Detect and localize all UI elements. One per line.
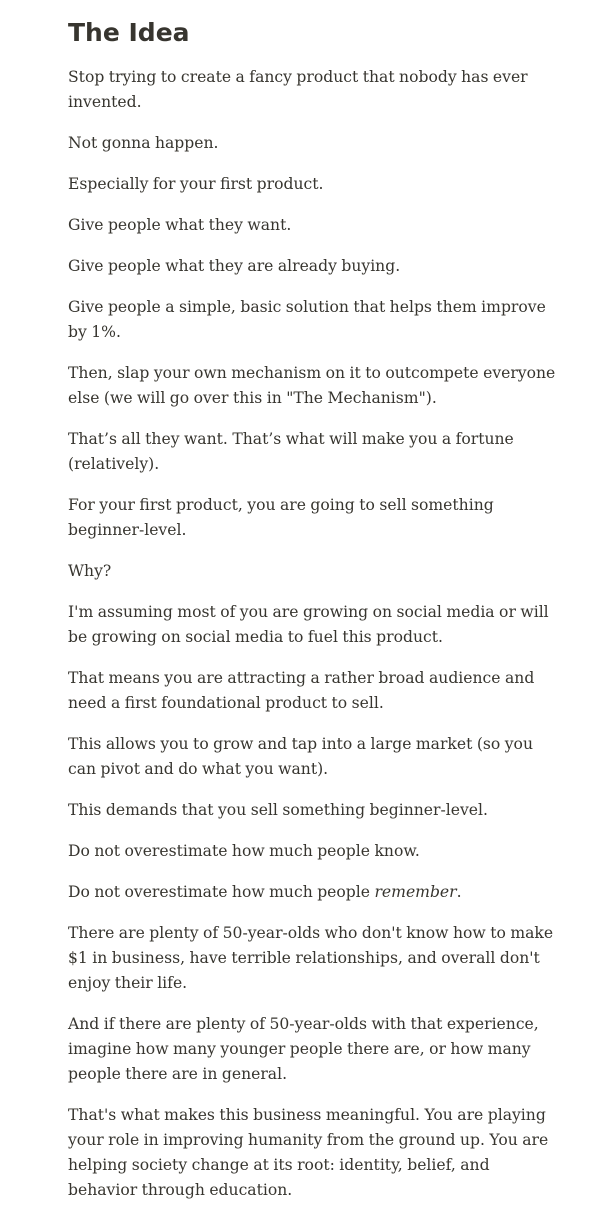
page-title: The Idea <box>68 18 190 47</box>
paragraph: That's what makes this business meaningful. You are playing your role in improving humanity from the ground up. You are helping society change at its root: identity, belief, and behavior through education. <box>68 1106 549 1199</box>
paragraph: Stop trying to create a fancy product that nobody has ever invented. <box>68 68 528 111</box>
paragraph: For your first product, you are going to sell something beginner-level. <box>68 496 494 539</box>
paragraph: This demands that you sell something beginner-level. <box>68 801 488 819</box>
paragraph-text: . <box>456 883 462 901</box>
paragraph: And if there are plenty of 50-year-olds with that experience, imagine how many younger people there are, or how many people there are in general. <box>68 1015 539 1083</box>
paragraph: Give people what they want. <box>68 216 292 234</box>
paragraph-text: Do not overestimate how much people <box>68 883 375 901</box>
paragraph: There are plenty of 50-year-olds who don't know how to make $1 in business, have terrible relationships, and overall don't enjoy their life. <box>68 924 554 992</box>
paragraph-with-emphasis <box>68 880 560 905</box>
paragraph: Give people a simple, basic solution that helps them improve by 1%. <box>68 298 546 341</box>
paragraph: Then, slap your own mechanism on it to outcompete everyone else (we will go over this in "The Mechanism"). <box>68 364 556 407</box>
paragraph: That means you are attracting a rather broad audience and need a first foundational product to sell. <box>68 669 535 712</box>
paragraph: Do not overestimate how much people know. <box>68 842 420 860</box>
paragraph: That’s all they want. That’s what will make you a fortune (relatively). <box>68 430 514 473</box>
paragraph: Not gonna happen. <box>68 134 219 152</box>
paragraph: Especially for your first product. <box>68 175 324 193</box>
paragraph: Why? <box>68 562 112 580</box>
paragraph: This allows you to grow and tap into a large market (so you can pivot and do what you want). <box>68 735 533 778</box>
paragraph: I'm assuming most of you are growing on social media or will be growing on social media to fuel this product. <box>68 603 549 646</box>
emphasis-text: remember <box>374 883 457 901</box>
paragraph: Give people what they are already buying. <box>68 257 401 275</box>
